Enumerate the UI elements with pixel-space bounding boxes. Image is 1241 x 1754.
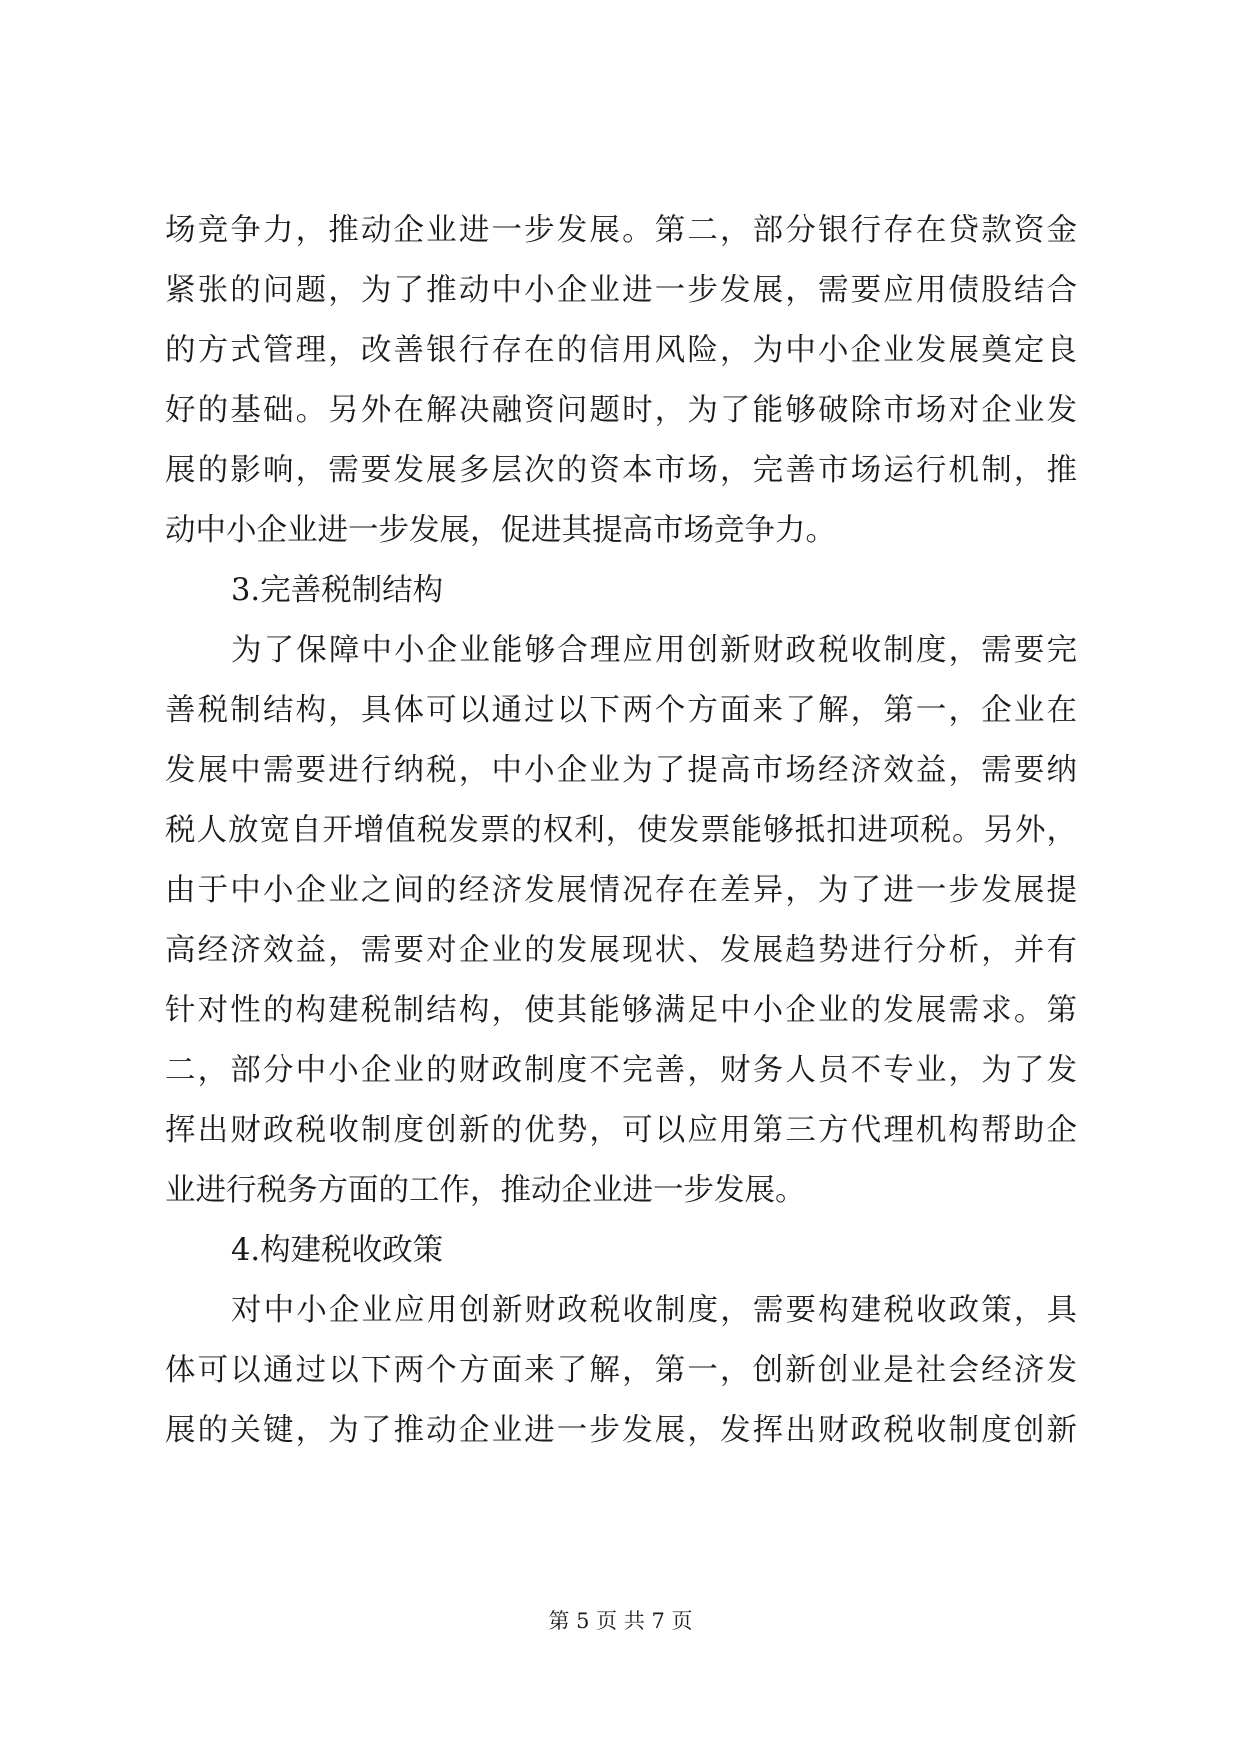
- text-line: 针对性的构建税制结构，使其能够满足中小企业的发展需求。第: [165, 993, 1077, 1028]
- text-line: 展的关键，为了推动企业进一步发展，发挥出财政税收制度创新: [165, 1413, 1077, 1448]
- section-heading: 4.构建税收政策: [231, 1233, 444, 1268]
- text-line: 紧张的问题，为了推动中小企业进一步发展，需要应用债股结合: [165, 273, 1077, 308]
- section-heading: 3.完善税制结构: [231, 573, 444, 608]
- text-line: 善税制结构，具体可以通过以下两个方面来了解，第一，企业在: [165, 693, 1077, 728]
- text-line: 场竞争力，推动企业进一步发展。第二，部分银行存在贷款资金: [165, 213, 1077, 248]
- section-heading-3: [165, 561, 1077, 621]
- text-line: 展的影响，需要发展多层次的资本市场，完善市场运行机制，推: [165, 453, 1077, 488]
- section-heading-4: [165, 1221, 1077, 1281]
- paragraph-tax-structure: [165, 621, 1077, 1221]
- text-line: 由于中小企业之间的经济发展情况存在差异，为了进一步发展提: [165, 873, 1077, 908]
- text-line: 二，部分中小企业的财政制度不完善，财务人员不专业，为了发: [165, 1053, 1077, 1088]
- page-number: 第 5 页 共 7 页: [548, 1609, 693, 1633]
- text-line: 对中小企业应用创新财政税收制度，需要构建税收政策，具: [231, 1293, 1077, 1328]
- text-line: 挥出财政税收制度创新的优势，可以应用第三方代理机构帮助企: [165, 1113, 1077, 1148]
- paragraph-financing-continued: [165, 201, 1077, 561]
- text-line: 业进行税务方面的工作，推动企业进一步发展。: [165, 1173, 806, 1208]
- text-line: 体可以通过以下两个方面来了解，第一，创新创业是社会经济发: [165, 1353, 1077, 1388]
- text-line: 动中小企业进一步发展，促进其提高市场竞争力。: [165, 513, 836, 548]
- paragraph-tax-policy: [165, 1281, 1077, 1461]
- text-line: 发展中需要进行纳税，中小企业为了提高市场经济效益，需要纳: [165, 753, 1077, 788]
- text-line: 好的基础。另外在解决融资问题时，为了能够破除市场对企业发: [165, 393, 1077, 428]
- text-line: 的方式管理，改善银行存在的信用风险，为中小企业发展奠定良: [165, 333, 1077, 368]
- page-footer: [0, 1606, 1241, 1636]
- text-line: 高经济效益，需要对企业的发展现状、发展趋势进行分析，并有: [165, 933, 1077, 968]
- text-line: 为了保障中小企业能够合理应用创新财政税收制度，需要完: [231, 633, 1077, 668]
- text-line: 税人放宽自开增值税发票的权利，使发票能够抵扣进项税。另外，: [165, 813, 1077, 848]
